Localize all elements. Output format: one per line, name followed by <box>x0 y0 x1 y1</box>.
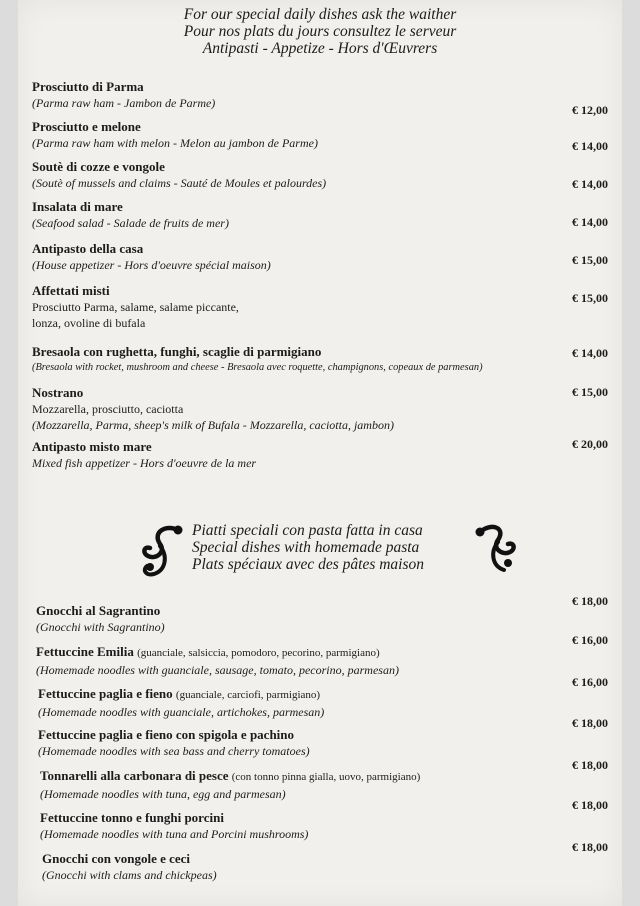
item-name: Gnocchi con vongole e ceci <box>42 851 191 866</box>
item-name: Antipasto della casa <box>32 241 144 256</box>
item-price: € 18,00 <box>572 716 608 730</box>
item-price: € 14,00 <box>572 139 608 153</box>
item-desc: (House appetizer - Hors d'oeuvre spécial maison) <box>32 258 271 272</box>
item-name: Prosciutto e melone <box>32 119 141 134</box>
item-price: € 12,00 <box>572 103 608 117</box>
item-name: Prosciutto di Parma <box>32 79 144 94</box>
menu-item <box>32 343 610 376</box>
menu-page <box>18 0 622 906</box>
item-ingredients: (con tonno pinna gialla, uovo, parmigiano) <box>231 771 421 783</box>
pasta-title-fr: Plats spéciaux avec des pâtes maison <box>192 556 425 573</box>
item-desc: (Homemade noodles with tuna and Porcini mushrooms) <box>40 827 309 841</box>
flourish-right-icon <box>470 516 520 576</box>
item-desc: (Homemade noodles with guanciale, artichokes, parmesan) <box>38 705 325 719</box>
item-name-text: Fettuccine paglia e fieno <box>38 686 173 701</box>
menu-item <box>36 643 614 678</box>
pasta-section-title <box>192 522 424 573</box>
item-price: € 18,00 <box>572 758 608 772</box>
item-price: € 16,00 <box>572 675 608 689</box>
item-desc: (Gnocchi with clams and chickpeas) <box>42 868 217 882</box>
item-price: € 16,00 <box>572 633 608 647</box>
menu-item <box>38 685 616 720</box>
menu-item <box>32 158 610 191</box>
item-name: Bresaola con rughetta, funghi, scaglie di parmigiano <box>32 344 322 359</box>
menu-item <box>42 850 620 883</box>
item-name: Antipasto misto mare <box>32 439 152 454</box>
item-name <box>38 685 616 704</box>
item-name <box>36 643 614 662</box>
menu-item <box>38 726 616 759</box>
menu-item <box>40 767 618 802</box>
item-name: Nostrano <box>32 385 84 400</box>
menu-item <box>40 809 618 842</box>
item-name: Fettuccine paglia e fieno con spigola e pachino <box>38 727 295 742</box>
header-daily-en: For our special daily dishes ask the waither <box>183 6 457 23</box>
item-desc: Mixed fish appetizer - Hors d'oeuvre de la mer <box>32 456 257 470</box>
menu-item <box>32 240 610 273</box>
menu-item <box>32 384 610 433</box>
item-desc: (Mozzarella, Parma, sheep's milk of Bufala - Mozzarella, caciotta, jambon) <box>32 418 394 432</box>
header-daily-fr: Pour nos plats du jours consultez le serveur <box>183 23 457 40</box>
menu-item <box>32 78 610 111</box>
item-desc: (Parma raw ham with melon - Melon au jambon de Parme) <box>32 136 318 150</box>
item-price: € 18,00 <box>572 840 608 854</box>
item-price: € 14,00 <box>572 215 608 229</box>
item-desc: (Homemade noodles with guanciale, sausage, tomato, pecorino, parmesan) <box>36 663 399 677</box>
menu-item <box>32 282 610 331</box>
item-price: € 15,00 <box>572 253 608 267</box>
pasta-title-en: Special dishes with homemade pasta <box>192 539 420 556</box>
item-price: € 14,00 <box>572 177 608 191</box>
item-price: € 15,00 <box>572 291 608 305</box>
item-price: € 15,00 <box>572 385 608 399</box>
item-desc: (Seafood salad - Salade de fruits de mer) <box>32 216 229 230</box>
item-name: Insalata di mare <box>32 199 123 214</box>
item-name-text: Fettuccine Emilia <box>36 644 134 659</box>
item-ingredients: (guanciale, carciofi, parmigiano) <box>175 689 321 701</box>
item-ingredients: (guanciale, salsiccia, pomodoro, pecorino, parmigiano) <box>137 647 380 659</box>
item-desc: Mozzarella, prosciutto, caciotta <box>32 402 184 416</box>
item-desc: (Bresaola with rocket, mushroom and cheese - Bresaola avec roquette, champignons, copeaux de parmesan) <box>32 362 483 373</box>
item-price: € 18,00 <box>572 594 608 608</box>
pasta-title-it: Piatti speciali con pasta fatta in casa <box>192 522 423 539</box>
item-name-text: Tonnarelli alla carbonara di pesce <box>40 768 229 783</box>
item-desc: Prosciutto Parma, salame, salame piccante, <box>32 300 239 314</box>
menu-item <box>36 602 614 635</box>
menu-item <box>32 198 610 231</box>
item-price: € 18,00 <box>572 798 608 812</box>
menu-item <box>32 118 610 151</box>
item-name: Affettati misti <box>32 283 110 298</box>
item-price: € 14,00 <box>572 346 608 360</box>
item-desc: (Homemade noodles with sea bass and cherry tomatoes) <box>38 744 310 758</box>
item-desc: lonza, ovoline di bufala <box>32 316 146 330</box>
menu-item <box>32 438 610 471</box>
item-price: € 20,00 <box>572 437 608 451</box>
item-name: Soutè di cozze e vongole <box>32 159 165 174</box>
item-desc: (Soutè of mussels and claims - Sauté de Moules et palourdes) <box>32 176 327 190</box>
item-name: Fettuccine tonno e funghi porcini <box>40 810 224 825</box>
header-antipasti: Antipasti - Appetize - Hors d'Œuvrers <box>202 40 438 57</box>
flourish-left-icon <box>138 522 188 582</box>
item-name: Gnocchi al Sagrantino <box>36 603 161 618</box>
item-name <box>40 767 618 786</box>
item-desc: (Parma raw ham - Jambon de Parme) <box>32 96 216 110</box>
item-desc: (Gnocchi with Sagrantino) <box>36 620 165 634</box>
item-desc: (Homemade noodles with tuna, egg and parmesan) <box>40 787 286 801</box>
